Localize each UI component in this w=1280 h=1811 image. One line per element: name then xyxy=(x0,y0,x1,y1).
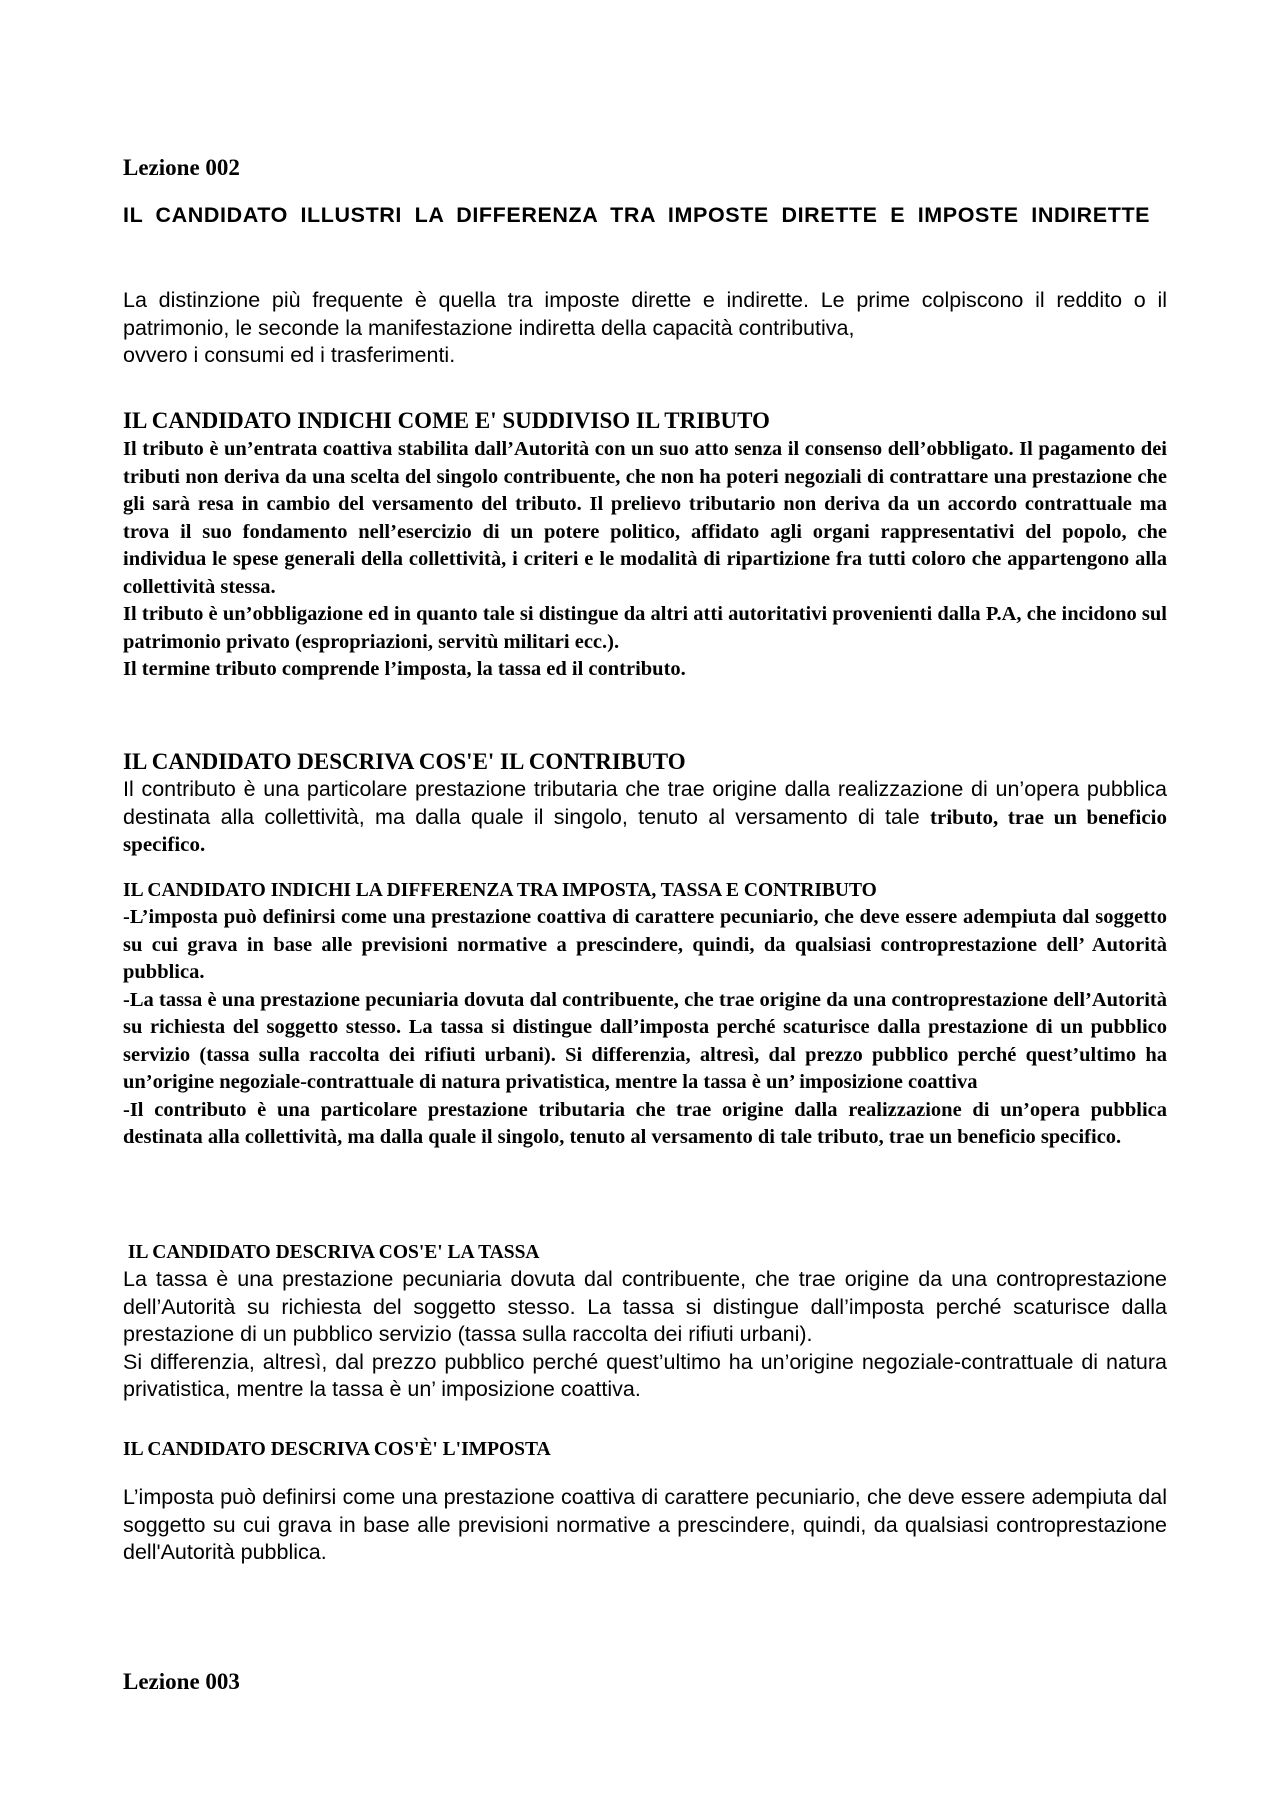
paragraph: Il contributo è una particolare prestazione tributaria che trae origine dalla realizzazione di un’opera pubblica destinata alla collettività, ma dalla quale il singolo, tenuto al versamento di tale xyxy=(123,777,1167,829)
section-body-direct-indirect xyxy=(123,287,1167,370)
paragraph-bold-tail: tributo, trae un beneficio specifico. xyxy=(123,804,1167,856)
paragraph: Il tributo è un’obbligazione ed in quanto tale si distingue da altri atti autoritativi provenienti dalla P.A, che incidono sul patrimonio privato (espropriazioni, servitù militari ecc.). xyxy=(123,603,1167,653)
paragraph: -L’imposta può definirsi come una prestazione coattiva di carattere pecuniario, che deve essere adempiuta dal soggetto su cui grava in base alle previsioni normative a prescindere, quindi, da qualsiasi controprestazione dell’ Autorità pubblica. xyxy=(123,906,1167,983)
section-body-tributo xyxy=(123,436,1167,684)
section-title-tributo: IL CANDIDATO INDICHI COME E' SUDDIVISO IL TRIBUTO xyxy=(123,408,770,433)
lesson-heading-next: Lezione 003 xyxy=(123,1669,240,1694)
section-title-contributo: IL CANDIDATO DESCRIVA COS'E' IL CONTRIBUTO xyxy=(123,749,686,774)
paragraph: -La tassa è una prestazione pecuniaria dovuta dal contribuente, che trae origine da una controprestazione dell’Autorità su richiesta del soggetto stesso. La tassa si distingue dall’imposta perché scaturisce dalla prestazione di un pubblico servizio (tassa sulla raccolta dei rifiuti urbani). Si differenzia, altresì, dal prezzo pubblico perché quest’ultimo ha un’origine negoziale-contrattuale di natura privatistica, mentre la tassa è un’ imposizione coattiva xyxy=(123,988,1167,1093)
paragraph: Il tributo è un’entrata coattiva stabilita dall’Autorità con un suo atto senza il consenso dell’obbligato. Il pagamento dei tributi non deriva da una scelta del singolo contribuente, che non ha poteri negoziali di contrattare una prestazione che gli sarà resa in cambio del versamento del tributo. Il prelievo tributario non deriva da un accordo contrattuale ma trova il suo fondamento nell’esercizio di un potere politico, affidato agli organi rappresentativi del popolo, che individua le spese generali della collettività, i criteri e le modalità di ripartizione fra tutti coloro che appartengono alla collettività stessa. xyxy=(123,438,1167,598)
paragraph: Si differenzia, altresì, dal prezzo pubblico perché quest’ultimo ha un’origine negoziale-contrattuale di natura privatistica, mentre la tassa è un’ imposizione coattiva. xyxy=(123,1349,1167,1401)
paragraph: La tassa è una prestazione pecuniaria dovuta dal contribuente, che trae origine da una controprestazione dell’Autorità su richiesta del soggetto stesso. La tassa si distingue dall’imposta perché scaturisce dalla prestazione di un pubblico servizio (tassa sulla raccolta dei rifiuti urbani). xyxy=(123,1267,1167,1346)
section-body-tassa xyxy=(123,1266,1167,1404)
lesson-heading: Lezione 002 xyxy=(123,155,240,180)
section-body-imposta: L’imposta può definirsi come una prestazione coattiva di carattere pecuniario, che deve essere adempiuta dal soggetto su cui grava in base alle previsioni normative a prescindere, quindi, da qualsiasi controprestazione dell'Autorità pubblica. xyxy=(123,1485,1167,1564)
paragraph: -Il contributo è una particolare prestazione tributaria che trae origine dalla realizzazione di un’opera pubblica destinata alla collettività, ma dalla quale il singolo, tenuto al versamento di tale tributo, trae un beneficio specifico. xyxy=(123,1098,1167,1148)
section-title-direct-indirect: IL CANDIDATO ILLUSTRI LA DIFFERENZA TRA IMPOSTE DIRETTE E IMPOSTE INDIRETTE xyxy=(123,203,1151,227)
section-title-imposta: IL CANDIDATO DESCRIVA COS'È' L'IMPOSTA xyxy=(123,1439,551,1460)
paragraph: Il termine tributo comprende l’imposta, la tassa ed il contributo. xyxy=(123,658,686,680)
section-body-differenza xyxy=(123,904,1167,1152)
section-title-differenza: IL CANDIDATO INDICHI LA DIFFERENZA TRA IMPOSTA, TASSA E CONTRIBUTO xyxy=(123,880,877,901)
paragraph: La distinzione più frequente è quella tra imposte dirette e indirette. Le prime colpiscono il reddito o il patrimonio, le seconde la manifestazione indiretta della capacità contributiva, xyxy=(123,288,1167,340)
section-title-tassa: IL CANDIDATO DESCRIVA COS'E' LA TASSA xyxy=(123,1242,540,1263)
section-body-contributo xyxy=(123,776,1167,859)
paragraph: ovvero i consumi ed i trasferimenti. xyxy=(123,343,456,367)
